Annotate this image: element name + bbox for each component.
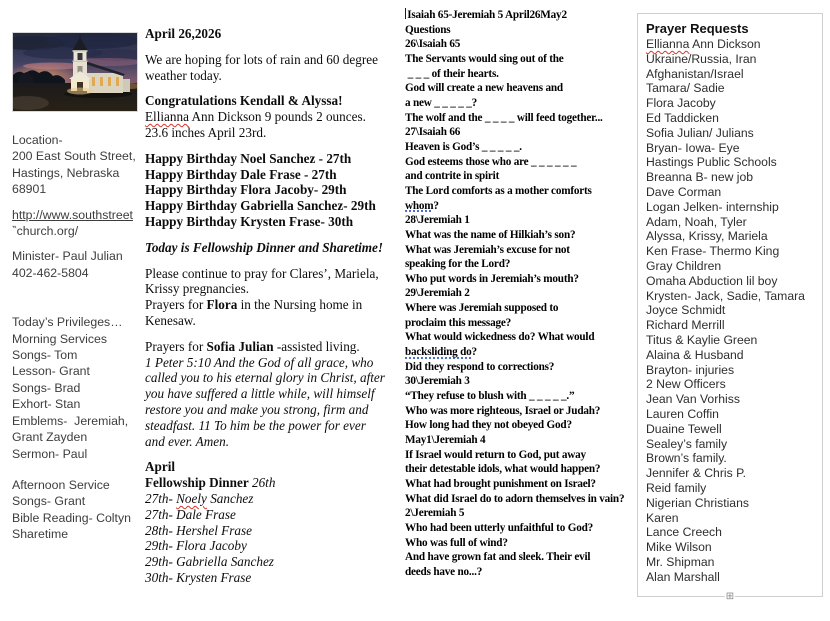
text-segment: 30\Jeremiah 3: [405, 375, 470, 388]
text-segment: Minister- Paul Julian: [12, 249, 123, 264]
text-segment: Did they respond to corrections?: [405, 360, 555, 373]
text-segment: Alan Marshall: [646, 569, 720, 584]
text-line: [405, 23, 641, 38]
left-info-column: [12, 32, 147, 543]
text-segment: The Lord comforts as a mother comforts: [405, 184, 592, 197]
text-line: [12, 181, 147, 197]
text-line: [145, 297, 397, 313]
text-line: [145, 125, 397, 141]
text-segment: May1\Jeremiah 4: [405, 434, 486, 447]
text-line: [145, 281, 397, 297]
text-line: [646, 540, 822, 555]
table-resize-handle-icon[interactable]: ⊞: [725, 591, 735, 602]
prayer-requests-title: Prayer Requests: [646, 21, 749, 36]
text-segment: 28th- Hershel Frase: [145, 522, 252, 538]
text-line: [646, 244, 822, 259]
text-segment: What was the name of Hilkiah’s son?: [405, 228, 576, 241]
spacer: [12, 281, 147, 314]
text-segment: Gray Children: [646, 258, 722, 273]
text-line: [405, 243, 641, 258]
text-segment: We are hoping for lots of rain and 60 degree: [145, 51, 378, 67]
text-line: [145, 570, 397, 586]
text-line: [405, 286, 641, 301]
text-line: [405, 330, 641, 345]
text-line: [145, 240, 397, 256]
spacer: [145, 230, 397, 240]
text-segment: Today is Fellowship Dinner and Sharetime!: [145, 239, 384, 255]
text-line: [646, 111, 822, 126]
text-segment: called you to his eternal glory in Christ, after: [145, 370, 385, 386]
text-segment: deeds have no...?: [405, 565, 483, 578]
text-segment: Duaine Tewell: [646, 421, 722, 436]
text-line: [405, 125, 641, 140]
text-segment: The Servants would sing out of the: [405, 52, 564, 65]
spacer: [12, 462, 147, 477]
text-line: [145, 214, 397, 230]
text-line: [145, 266, 397, 282]
text-segment: Happy Birthday Noel Sanchez - 27th: [145, 150, 352, 166]
text-line: [12, 380, 147, 396]
text-segment: The wolf and the _ _ _ _ will feed together...: [405, 111, 603, 124]
text-segment: 23.6 inches April 23rd.: [145, 124, 267, 140]
text-segment: steadfast. 11 To him be the power for ever: [145, 417, 366, 433]
text-line: [405, 536, 641, 551]
text-segment: Krissy pregnancies.: [145, 281, 250, 297]
text-line: [646, 570, 822, 585]
text-segment: Titus & Kaylie Green: [646, 332, 758, 347]
text-line: [12, 446, 147, 462]
spacer: [12, 198, 147, 207]
text-segment: April 26,2026: [145, 26, 222, 41]
text-segment: And have grown fat and sleek. Their evil: [405, 551, 591, 564]
text-line: [145, 507, 397, 523]
text-segment: 28\Jeremiah 1: [405, 214, 470, 227]
text-segment: Who had been utterly unfaithful to God?: [405, 521, 594, 534]
text-line: [646, 407, 822, 422]
text-segment: Alyssa, Krissy, Mariela: [646, 229, 768, 244]
text-segment: Reid family: [646, 480, 707, 495]
text-segment: Mr. Shipman: [646, 554, 715, 569]
text-segment: Richard Merrill: [646, 318, 725, 333]
text-segment: April: [145, 459, 176, 475]
text-line: [145, 52, 397, 68]
text-segment: Brown’s family.: [646, 451, 727, 466]
text-line: [646, 496, 822, 511]
text-segment: ?: [471, 346, 477, 359]
text-segment: Exhort- Stan: [12, 397, 81, 412]
text-segment: Songs- Brad: [12, 380, 81, 395]
text-segment: proclaim this message?: [405, 316, 512, 329]
text-line: [12, 413, 147, 429]
text-line: [646, 348, 822, 363]
text-line: [145, 402, 397, 418]
text-segment: Lance Creech: [646, 525, 722, 540]
text-line: [145, 68, 397, 84]
text-line: [145, 93, 397, 109]
text-line: [646, 185, 822, 200]
text-segment: Today’s Privileges…: [12, 315, 123, 330]
text-segment: speaking for the Lord?: [405, 258, 511, 271]
text-line: [646, 555, 822, 570]
text-line: [646, 96, 822, 111]
text-segment: Nigerian Christians: [646, 495, 749, 510]
text-segment: Sermon- Paul: [12, 446, 88, 461]
text-line: [405, 389, 641, 404]
text-segment: ?: [433, 199, 439, 212]
text-segment: What did Israel do to adorn themselves in vain?: [405, 492, 625, 505]
text-segment: Ann Dickson 9 pounds 2 ounces.: [188, 109, 366, 125]
text-segment: Jennifer & Chris P.: [646, 466, 747, 481]
text-line: [405, 316, 641, 331]
text-segment: Sofia Julian/ Julians: [646, 125, 754, 140]
text-line: [145, 26, 397, 42]
text-line: [405, 492, 641, 507]
text-segment: Happy Birthday Krysten Frase- 30th: [145, 213, 354, 229]
text-line: [12, 429, 147, 445]
text-segment: Songs- Tom: [12, 348, 78, 363]
text-line: [646, 259, 822, 274]
text-line: [405, 404, 641, 419]
text-line: [405, 96, 641, 111]
text-line: [405, 140, 641, 155]
text-segment: and ever. Amen.: [145, 433, 229, 449]
spacer: [145, 329, 397, 339]
text-line: [646, 200, 822, 215]
text-segment: 26\Isaiah 65: [405, 38, 461, 51]
text-line: [405, 550, 641, 565]
text-line: [405, 506, 641, 521]
text-line: [405, 477, 641, 492]
text-segment: Ken Frase- Thermo King: [646, 244, 780, 259]
text-line: [646, 52, 822, 67]
text-segment: Happy Birthday Dale Frase - 27th: [145, 166, 337, 182]
text-segment: backsliding do: [405, 346, 472, 359]
text-line: [646, 363, 822, 378]
text-line: [12, 331, 147, 347]
text-segment: Bible Reading- Coltyn: [12, 510, 131, 525]
text-segment: Ukraine/Russia, Iran: [646, 51, 757, 66]
text-segment: What was Jeremiah’s excuse for not: [405, 243, 570, 256]
text-segment: Ed Taddicken: [646, 110, 719, 125]
spacer: [145, 83, 397, 93]
spacer: [145, 141, 397, 151]
text-segment: Ann Dickson: [689, 37, 761, 51]
text-line: [145, 182, 397, 198]
text-line: [405, 184, 641, 199]
text-line: [405, 81, 641, 96]
text-line: [646, 437, 822, 452]
text-segment: What had brought punishment on Israel?: [405, 478, 596, 490]
text-segment: Jean Van Vorhiss: [646, 392, 740, 407]
text-segment: Questions: [405, 23, 451, 36]
text-segment: Happy Birthday Flora Jacoby- 29th: [145, 182, 347, 198]
text-segment: Adam, Noah, Tyler: [646, 214, 747, 229]
text-line: [646, 215, 822, 230]
text-segment: Afternoon Service: [12, 477, 110, 492]
text-line: [405, 418, 641, 433]
text-segment: Morning Services: [12, 331, 107, 346]
text-line: [145, 339, 397, 355]
text-segment: 68901: [12, 182, 47, 197]
text-line: [405, 272, 641, 287]
text-segment: restore you and make you strong, firm and: [145, 401, 369, 417]
text-segment: and contrite in spirit: [405, 170, 500, 183]
text-segment: you have suffered a little while, will himself: [145, 386, 375, 402]
text-line: [405, 345, 641, 360]
text-segment: 2\Jeremiah 5: [405, 507, 465, 520]
text-line: [646, 392, 822, 407]
text-segment: in the Nursing home in: [237, 297, 363, 313]
text-segment: Ellianna: [646, 37, 690, 51]
text-segment: Sharetime: [12, 527, 69, 542]
text-segment: a new _ _ _ _ _?: [405, 96, 478, 109]
text-segment: Ellianna: [145, 109, 189, 125]
text-line: [405, 521, 641, 536]
text-segment: Alaina & Husband: [646, 347, 744, 362]
text-line: [646, 525, 822, 540]
text-line: [145, 554, 397, 570]
text-segment: Prayers for: [145, 338, 207, 354]
text-line: [12, 396, 147, 412]
text-line: [145, 475, 397, 491]
text-segment: God esteems those who are _ _ _ _ _ _: [405, 155, 577, 168]
text-line: [646, 318, 822, 333]
text-segment: 27th-: [145, 490, 177, 506]
text-segment: 1 Peter 5:10 And the God of all grace, who: [145, 354, 374, 370]
text-segment: their detestable idols, what would happen?: [405, 463, 601, 476]
contact-info-text: [12, 132, 147, 543]
text-segment: _ _ _ of their hearts.: [405, 67, 499, 80]
text-line: [12, 477, 147, 493]
text-segment: “They refuse to blush with _ _ _ _ _.”: [405, 390, 575, 403]
text-segment: 27th- Dale Frase: [145, 506, 236, 522]
text-segment: -assisted living.: [273, 338, 360, 354]
text-segment: 29th- Gabriella Sanchez: [145, 554, 274, 570]
text-segment: Breanna B- new job: [646, 170, 754, 185]
text-segment: 402-462-5804: [12, 265, 89, 280]
text-segment: ‶church.org/: [12, 224, 79, 239]
text-segment: Who was more righteous, Israel or Judah?: [405, 404, 601, 417]
text-line: [646, 451, 822, 466]
text-segment: Flora Jacoby: [646, 96, 716, 111]
text-line: [145, 491, 397, 507]
text-line: [646, 229, 822, 244]
text-line: [405, 67, 641, 82]
text-segment: Emblems- Jeremiah,: [12, 413, 129, 428]
text-segment: Sealey’s family: [646, 436, 728, 451]
text-segment: Please continue to pray for Clares’, Mariela,: [145, 265, 379, 281]
text-segment: Flora: [206, 297, 238, 313]
text-line: [12, 248, 147, 264]
text-line: [12, 510, 147, 526]
text-line: [145, 198, 397, 214]
text-line: [405, 155, 641, 170]
text-line: [646, 81, 822, 96]
text-line: [145, 434, 397, 450]
text-cursor: [405, 8, 406, 19]
text-line: [12, 347, 147, 363]
text-line: [145, 167, 397, 183]
text-segment: Kenesaw.: [145, 312, 196, 328]
text-line: [646, 377, 822, 392]
text-line: [646, 481, 822, 496]
text-line: [646, 289, 822, 304]
text-segment: Fellowship Dinner: [145, 475, 249, 491]
text-line: [646, 303, 822, 318]
text-line: [12, 165, 147, 181]
text-line: [405, 37, 641, 52]
text-segment: Congratulations Kendall & Alyssa!: [145, 93, 343, 109]
text-segment: Dave Corman: [646, 184, 722, 199]
text-segment: Hastings, Nebraska: [12, 165, 120, 180]
spacer: [145, 256, 397, 266]
text-line: [646, 422, 822, 437]
bible-questions-column: [405, 8, 641, 580]
text-segment: Krysten- Jack, Sadie, Tamara: [646, 288, 805, 303]
prayer-requests-list: [646, 37, 822, 584]
text-line: [405, 199, 641, 214]
prayer-requests-panel: [637, 13, 823, 602]
text-segment: Songs- Grant: [12, 494, 86, 509]
text-line: [12, 363, 147, 379]
spacer: [12, 239, 147, 248]
text-segment: Brayton- injuries: [646, 362, 735, 377]
text-segment: whom: [405, 199, 434, 212]
text-line: [405, 213, 641, 228]
text-segment: Hastings Public Schools: [646, 155, 777, 170]
text-segment: Tamara/ Sadie: [646, 81, 725, 96]
text-line: [145, 538, 397, 554]
text-segment: Logan Jelken- internship: [646, 199, 779, 214]
text-line: [405, 565, 641, 580]
text-segment: Noely: [176, 490, 207, 506]
text-line: [646, 126, 822, 141]
church-night-photo: [12, 32, 138, 112]
text-segment: Who put words in Jeremiah’s mouth?: [405, 272, 579, 285]
text-line: [405, 301, 641, 316]
text-segment: Lesson- Grant: [12, 364, 90, 379]
website-link[interactable]: http://www.southstreet: [12, 207, 133, 222]
text-line: [405, 111, 641, 126]
text-line: [646, 170, 822, 185]
text-segment: 27\Isaiah 66: [405, 126, 461, 139]
text-line: [646, 37, 822, 52]
text-segment: weather today.: [145, 67, 222, 83]
text-line: [12, 493, 147, 509]
text-segment: If Israel would return to God, put away: [405, 448, 586, 461]
text-segment: 2 New Officers: [646, 377, 726, 392]
text-line: [145, 151, 397, 167]
text-line: [12, 526, 147, 542]
text-line: [145, 109, 397, 125]
text-segment: Sanchez: [206, 490, 254, 506]
text-segment: 30th- Krysten Frase: [145, 569, 252, 585]
text-segment: God will create a new heavens and: [405, 82, 563, 95]
text-line: [405, 52, 641, 67]
text-line: [646, 333, 822, 348]
text-line: [646, 141, 822, 156]
text-segment: Happy Birthday Gabriella Sanchez- 29th: [145, 198, 376, 214]
text-line: [145, 370, 397, 386]
text-segment: 29th- Flora Jacoby: [145, 538, 247, 554]
text-segment: Location-: [12, 133, 63, 147]
text-segment: Sofia Julian: [206, 338, 274, 354]
text-line: [145, 386, 397, 402]
text-line: [405, 374, 641, 389]
text-segment: Omaha Abduction lil boy: [646, 273, 778, 288]
text-line: [12, 314, 147, 330]
spacer: [145, 42, 397, 52]
text-segment: Where was Jeremiah supposed to: [405, 302, 559, 315]
text-line: [405, 462, 641, 477]
text-segment: How long had they not obeyed God?: [405, 419, 572, 432]
text-line: [646, 274, 822, 289]
text-segment: Isaiah 65-Jeremiah 5 April26May2: [407, 9, 567, 21]
text-line: [145, 355, 397, 371]
text-segment: Heaven is God’s _ _ _ _ _.: [405, 140, 522, 153]
text-segment: What would wickedness do? What would: [405, 331, 595, 344]
text-segment: Afghanistan/Israel: [646, 66, 744, 81]
text-line: [405, 228, 641, 243]
text-line: [145, 459, 397, 475]
text-segment: 26th: [251, 475, 276, 491]
text-segment: Mike Wilson: [646, 540, 712, 555]
text-segment: 29\Jeremiah 2: [405, 287, 470, 300]
text-line: [145, 313, 397, 329]
text-line: [646, 67, 822, 82]
text-segment: Prayers for: [145, 297, 207, 313]
text-segment: Joyce Schmidt: [646, 303, 726, 318]
text-segment: Who was full of wind?: [405, 536, 508, 549]
text-line: [646, 155, 822, 170]
spacer: [145, 449, 397, 459]
text-line: [405, 360, 641, 375]
text-line: [405, 8, 641, 23]
text-line: [145, 418, 397, 434]
text-line: [646, 466, 822, 481]
text-line: [12, 148, 147, 164]
text-segment: 200 East South Street,: [12, 149, 136, 164]
text-line: [145, 523, 397, 539]
text-line: [405, 433, 641, 448]
text-segment: Lauren Coffin: [646, 406, 719, 421]
text-line: [12, 265, 147, 281]
text-segment: Grant Zayden: [12, 430, 88, 445]
text-line: [646, 511, 822, 526]
text-segment: Karen: [646, 510, 679, 525]
text-line: [12, 207, 147, 223]
announcements-column: [145, 26, 397, 586]
text-line: [405, 448, 641, 463]
text-segment: Bryan- Iowa- Eye: [646, 140, 740, 155]
text-line: [12, 132, 147, 148]
text-line: [12, 223, 147, 239]
text-line: [405, 169, 641, 184]
text-line: [405, 257, 641, 272]
